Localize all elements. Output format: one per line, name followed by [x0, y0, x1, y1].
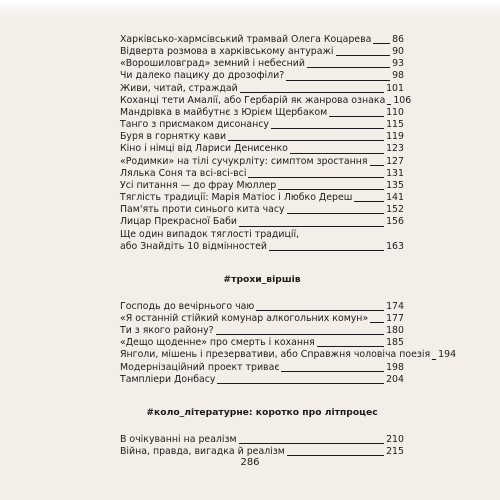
- toc-entry: [120, 192, 404, 204]
- toc-entry: [120, 131, 404, 143]
- section-heading: #трохи_віршів: [223, 273, 301, 285]
- toc-entry-title: Чи далеко пацику до дрозофіли?: [120, 70, 285, 82]
- leader-line: [286, 80, 390, 81]
- page-number: 286: [240, 457, 260, 468]
- leader-line: [307, 67, 390, 68]
- toc-entry: [120, 94, 412, 107]
- leader-line: [287, 213, 384, 214]
- leader-line: [240, 92, 384, 93]
- leader-line: [217, 383, 384, 384]
- toc-entry-page: 141: [386, 192, 404, 204]
- toc-entry-title: «Дещо щоденне» про смерть і кохання: [120, 337, 315, 349]
- toc-entry-page: 180: [386, 325, 404, 337]
- toc-entry-title: Відверта розмова в харківському антуражі: [120, 46, 334, 58]
- toc-entry-title: Господь до вечірнього чаю: [120, 300, 255, 312]
- toc-entry: [120, 119, 404, 131]
- toc-entry: [120, 180, 404, 192]
- toc-entry-page: 163: [386, 240, 404, 252]
- toc-entry: [120, 83, 404, 95]
- leader-line: [329, 116, 384, 117]
- leader-line: [336, 55, 391, 56]
- toc-entry-title: Харківсько-хармсівський трамвай Олега Коцарева: [120, 34, 372, 45]
- toc-entry: [120, 434, 404, 446]
- toc-entry-title: Тампліери Донбасу: [120, 373, 216, 385]
- toc-entry: [120, 46, 404, 58]
- toc-entry: [120, 143, 404, 155]
- leader-line: [278, 189, 384, 190]
- toc-entry-title: Лицар Прекрасної Баби: [120, 216, 237, 228]
- leader-line: [354, 201, 384, 202]
- toc-entry-page: 115: [386, 119, 404, 131]
- toc-entry-title: Янголи, мішень і презервативи, або Справжня чоловіча поезія: [120, 349, 431, 361]
- leader-line: [387, 104, 391, 105]
- toc-entry-title: Пам'ять проти синього кита часу: [120, 204, 285, 216]
- toc-entry: [120, 229, 404, 253]
- toc-entry-title: «Родимки» на тілі сучукрліту: симптом зростання: [120, 155, 368, 167]
- leader-line: [370, 322, 384, 323]
- toc-entry-title: В очікуванні на реалізм: [120, 433, 237, 445]
- leader-line: [370, 165, 385, 166]
- toc-entry: [120, 325, 404, 337]
- toc-entry-title: Живи, читай, страждай: [120, 82, 238, 94]
- toc-entry-title: Коханці тети Амалії, або Гербарій як жанрова ознака: [120, 94, 386, 106]
- leader-line: [373, 43, 390, 44]
- toc-entry-page: 185: [386, 337, 404, 349]
- toc-entry: [120, 168, 404, 180]
- leader-line: [271, 128, 384, 129]
- leader-line: [256, 310, 384, 311]
- toc-entry-title: «Ворошиловград» земний і небесний: [120, 58, 305, 70]
- toc-entry-page: 93: [392, 58, 404, 70]
- toc-entry-page: 119: [386, 131, 404, 143]
- toc-entry-page: 98: [392, 70, 404, 82]
- toc-entry: [120, 70, 404, 82]
- leader-line: [228, 140, 384, 141]
- leader-line: [281, 371, 384, 372]
- toc-entry: [120, 107, 404, 119]
- toc-entry-page: 204: [386, 373, 404, 385]
- toc-entry-page: 127: [386, 155, 404, 167]
- toc-entry-title-line1: Ще один випадок тяглості традиції,: [120, 228, 300, 240]
- toc-entry: [120, 349, 457, 361]
- toc-entry-page: 177: [386, 312, 404, 324]
- leader-line: [432, 359, 436, 360]
- toc-entry: [120, 216, 404, 228]
- toc-entry: [120, 204, 404, 216]
- toc-entry-title: Мандрівка в майбутнє з Юрієм Щербаком: [120, 106, 328, 118]
- toc-entry: [120, 58, 404, 70]
- toc-section-3: [120, 434, 404, 458]
- toc-entry-title: Лялька Соня та всі-всі-всі: [120, 167, 247, 179]
- toc-entry-page: 152: [386, 204, 404, 216]
- leader-line: [216, 334, 384, 335]
- toc-entry-page: 194: [438, 349, 457, 361]
- toc-entry-title: Усі питання — до фрау Мюллер: [120, 179, 277, 191]
- toc-entry-page: 123: [386, 143, 404, 155]
- toc-entry: [120, 374, 404, 386]
- toc-entry: [120, 301, 404, 313]
- toc-entry-page: 135: [386, 179, 404, 191]
- toc-entry: [120, 156, 404, 168]
- toc-entry-title: «Я останній стійкий комунар алкогольних комун»: [120, 312, 369, 324]
- toc-entry-page: 101: [386, 82, 404, 94]
- toc-entry-title: Буря в горнятку кави: [120, 131, 227, 143]
- leader-line: [290, 153, 384, 154]
- toc-entry: [120, 313, 404, 325]
- toc-entry-title: Кіно і німці від Лариси Денисенко: [120, 143, 288, 155]
- toc-entry-page: 215: [386, 446, 404, 458]
- leader-line: [248, 177, 384, 178]
- toc-entry-page: 110: [386, 106, 404, 118]
- toc-entry-page: 86: [392, 34, 404, 45]
- toc-entry-title: Війна, правда, вигадка й реалізм: [120, 446, 285, 458]
- leader-line: [269, 250, 384, 251]
- toc-entry-title: Танго з присмаком дисонансу: [120, 119, 269, 131]
- toc-entry-page: 131: [386, 167, 404, 179]
- toc-entry-title: Ти з якого району?: [120, 325, 214, 337]
- toc-entry-page: 198: [386, 361, 404, 373]
- section-heading: #коло_літературне: коротко про літпроцес: [146, 406, 378, 418]
- leader-line: [239, 443, 385, 444]
- toc-section-1: [120, 34, 412, 229]
- leader-line: [239, 226, 384, 227]
- leader-line: [317, 346, 384, 347]
- toc-entry: [120, 362, 404, 374]
- toc-section-2: [120, 300, 457, 386]
- toc-entry: [120, 34, 404, 46]
- toc-entry-page: 106: [393, 94, 412, 106]
- toc-entry-title: Тяглість традиції: Марія Матіос і Любко Дереш: [120, 192, 353, 204]
- toc-entry-title: Модернізаційний проект триває: [120, 361, 280, 373]
- toc-entry-page: 210: [386, 433, 404, 445]
- table-of-contents: [120, 34, 457, 458]
- toc-entry-title-line2: або Знайдіть 10 відмінностей: [120, 240, 267, 252]
- toc-entry-page: 156: [386, 216, 404, 228]
- toc-entry: [120, 337, 404, 349]
- toc-entry-page: 174: [386, 300, 404, 312]
- toc-entry-page: 90: [392, 46, 404, 58]
